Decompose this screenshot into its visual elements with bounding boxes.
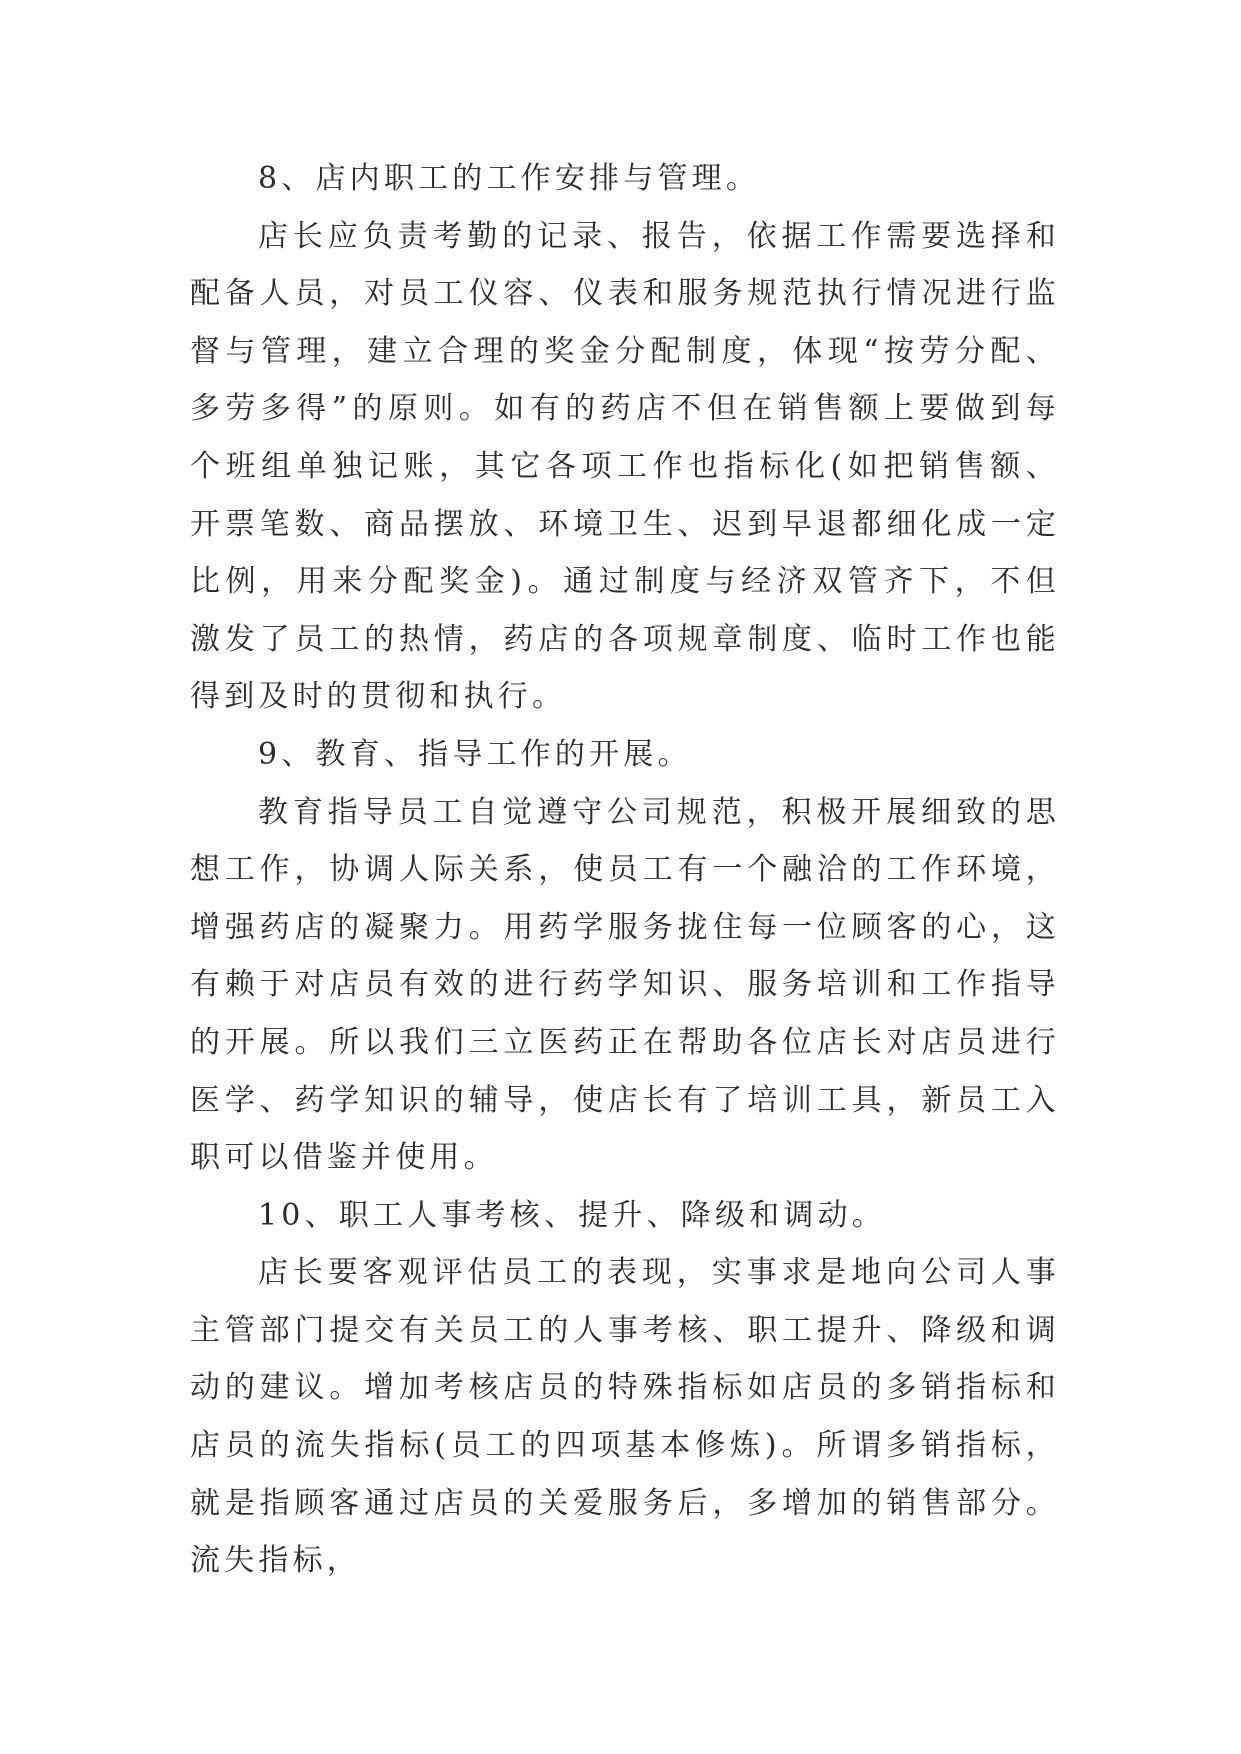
paragraph-personnel-assessment: 店长要客观评估员工的表现，实事求是地向公司人事主管部门提交有关员工的人事考核、职工提升、降级和调动的建议。增加考核店员的特殊指标如店员的多销指标和店员的流失指标(员工的四项基本修炼)。所谓多销指标，就是指顾客通过店员的关爱服务后，多增加的销售部分。流失指标， (190, 1255, 1060, 1579)
paragraph-staff-management: 店长应负责考勤的记录、报告，依据工作需要选择和配备人员，对员工仪容、仪表和服务规范执行情况进行监督与管理，建立合理的奖金分配制度，体现“按劳分配、多劳多得”的原则。如有的药店不但在销售额上要做到每个班组单独记账，其它各项工作也指标化(如把销售额、开票笔数、商品摆放、环境卫生、迟到早退都细化成一定比例，用来分配奖金)。通过制度与经济双管齐下，不但激发了员工的热情，药店的各项规章制度、临时工作也能得到及时的贯彻和执行。 (190, 218, 1060, 715)
section-heading-9: 9、教育、指导工作的开展。 (258, 736, 692, 772)
paragraph-education-guidance: 教育指导员工自觉遵守公司规范，积极开展细致的思想工作，协调人际关系，使员工有一个融洽的工作环境，增强药店的凝聚力。用药学服务拢住每一位顾客的心，这有赖于对店员有效的进行药学知识、服务培训和工作指导的开展。所以我们三立医药正在帮助各位店长对店员进行医学、药学知识的辅导，使店长有了培训工具，新员工入职可以借鉴并使用。 (190, 794, 1060, 1176)
section-heading-8: 8、店内职工的工作安排与管理。 (258, 161, 761, 196)
document-body (190, 150, 1060, 1590)
section-heading-10: 10、职工人事考核、提升、降级和调动。 (258, 1197, 886, 1233)
